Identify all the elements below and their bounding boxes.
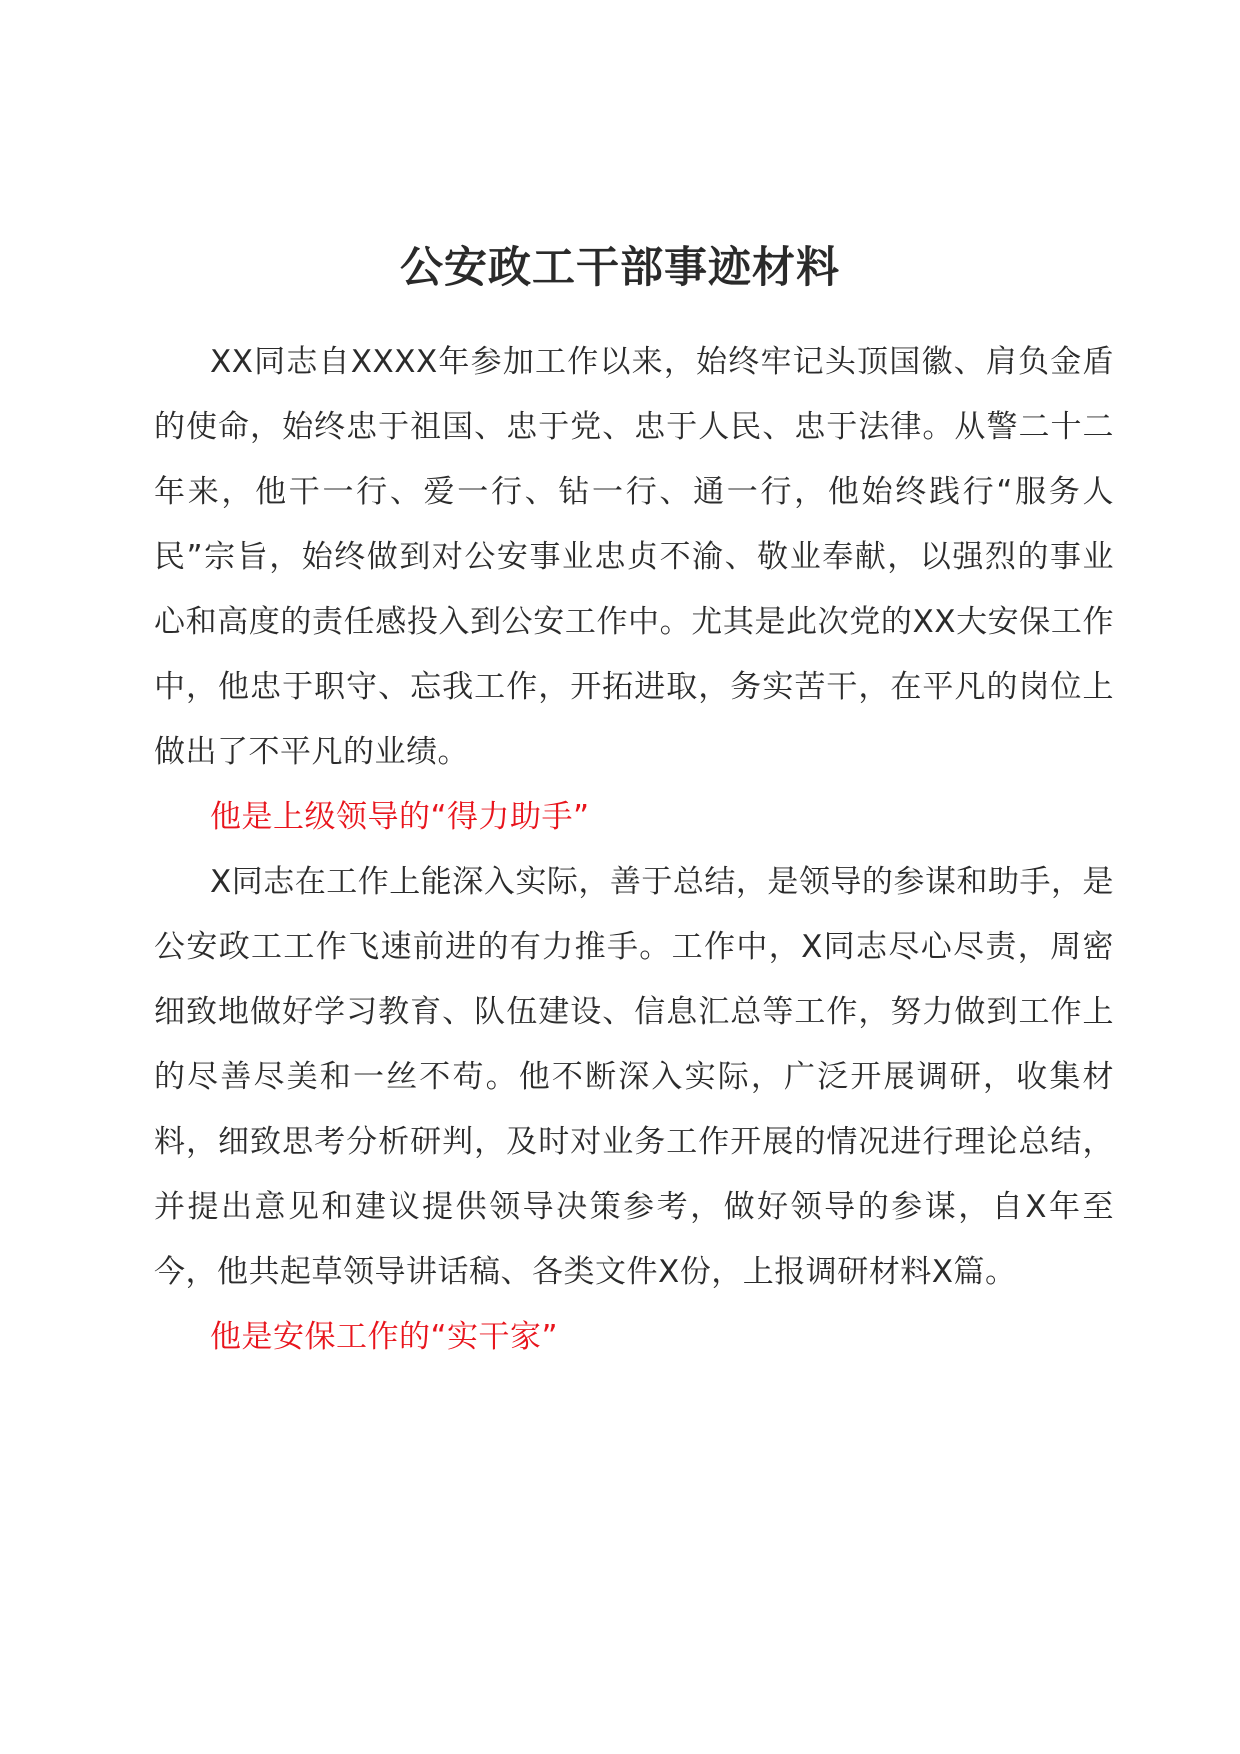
- document-title: 公安政工干部事迹材料: [400, 243, 840, 293]
- paragraph-introduction: XX同志自XXXX年参加工作以来，始终牢记头顶国徽、肩负金盾的使命，始终忠于祖国、忠于党、忠于人民、忠于法律。从警二十二年来，他干一行、爱一行、钻一行、通一行，他始终践行“服务人民”宗旨，始终做到对公安事业忠贞不渝、敬业奉献，以强烈的事业心和高度的责任感投入到公安工作中。尤其是此次党的XX大安保工作中，他忠于职守、忘我工作，开拓进取，务实苦干，在平凡的岗位上做出了不平凡的业绩。: [154, 344, 1114, 770]
- section-heading-capable-assistant: 他是上级领导的“得力助手”: [210, 799, 590, 835]
- section-heading-security-doer: 他是安保工作的“实干家”: [210, 1319, 559, 1355]
- document-body: [154, 330, 1114, 1370]
- paragraph-capable-assistant: X同志在工作上能深入实际，善于总结，是领导的参谋和助手，是公安政工工作飞速前进的有力推手。工作中，X同志尽心尽责，周密细致地做好学习教育、队伍建设、信息汇总等工作，努力做到工作上的尽善尽美和一丝不苟。他不断深入实际，广泛开展调研，收集材料，细致思考分析研判，及时对业务工作开展的情况进行理论总结，并提出意见和建议提供领导决策参考，做好领导的参谋，自X年至今，他共起草领导讲话稿、各类文件X份，上报调研材料X篇。: [154, 864, 1114, 1290]
